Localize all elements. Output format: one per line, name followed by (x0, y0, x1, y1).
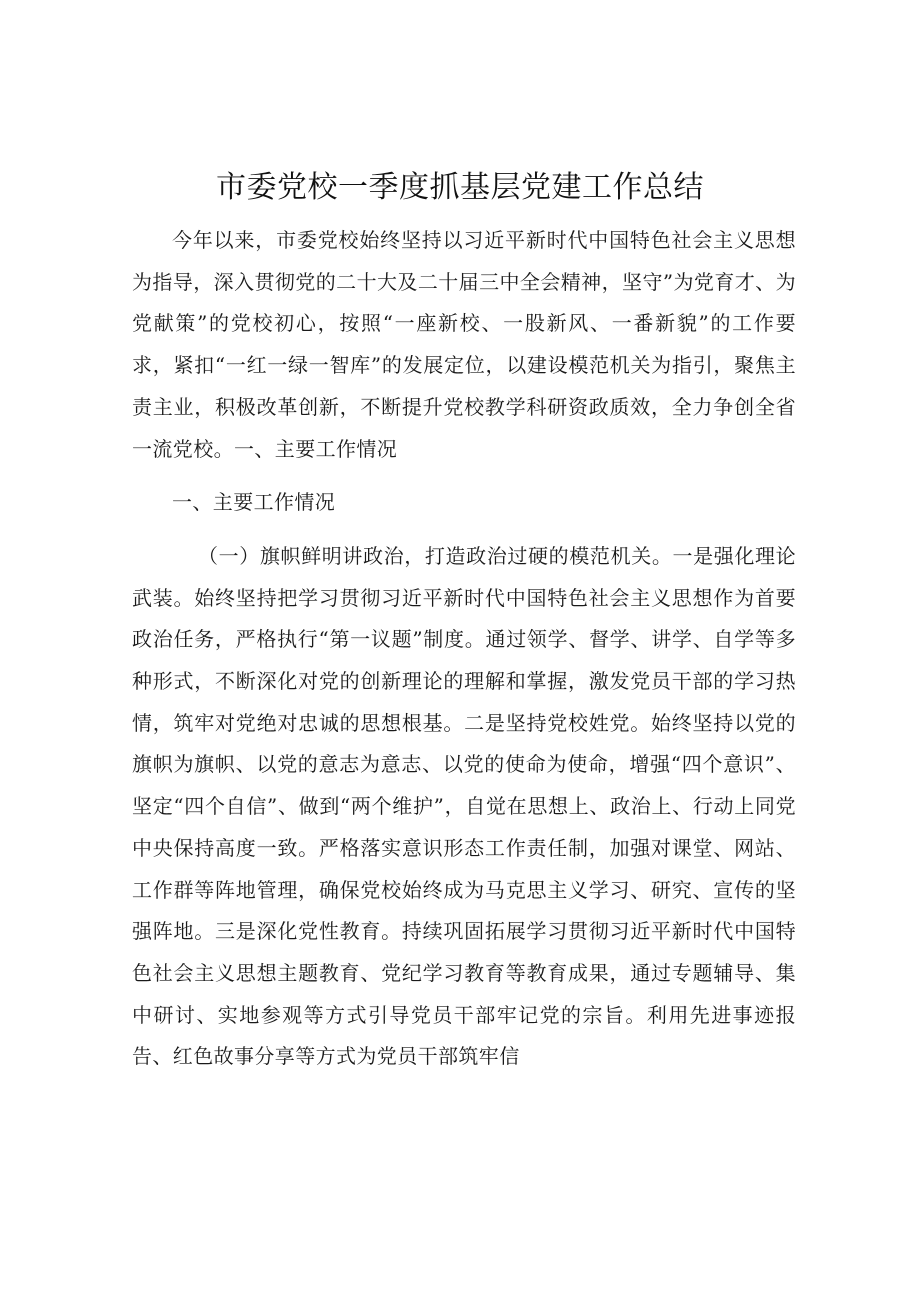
section-heading-main-work: 一、主要工作情况 (172, 490, 336, 515)
document-title: 市委党校一季度抓基层党建工作总结 (216, 170, 704, 205)
intro-paragraph: 今年以来，市委党校始终坚持以习近平新时代中国特色社会主义思想为指导，深入贯彻党的二十大及二十届三中全会精神，坚守”为党育才、为党献策”的党校初心，按照“一座新校、一股新风、一番新貌”的工作要求，紧扣“一红一绿一智库”的发展定位，以建设模范机关为指引，聚焦主责主业，积极改革创新，不断提升党校教学科研资政质效，全力争创全省一流党校。一、主要工作情况 (132, 228, 796, 461)
document-body (132, 220, 796, 1078)
section-paragraph-political: （一）旗帜鲜明讲政治，打造政治过硬的模范机关。一是强化理论武装。始终坚持把学习贯彻习近平新时代中国特色社会主义思想作为首要政治任务，严格执行“第一议题”制度。通过领学、督学、讲学、自学等多种形式，不断深化对党的创新理论的理解和掌握，激发党员干部的学习热情，筑牢对党绝对忠诚的思想根基。二是坚持党校姓党。始终坚持以党的旗帜为旗帜、以党的意志为意志、以党的使命为使命，增强“四个意识”、坚定“四个自信”、做到“两个维护”，自觉在思想上、政治上、行动上同党中央保持高度一致。严格落实意识形态工作责任制，加强对课堂、网站、工作群等阵地管理，确保党校始终成为马克思主义学习、研究、宣传的坚强阵地。三是深化党性教育。持续巩固拓展学习贯彻习近平新时代中国特色社会主义思想主题教育、党纪学习教育等教育成果，通过专题辅导、集中研讨、实地参观等方式引导党员干部牢记党的宗旨。利用先进事迹报告、红色故事分享等方式为党员干部筑牢信 (132, 543, 796, 1069)
